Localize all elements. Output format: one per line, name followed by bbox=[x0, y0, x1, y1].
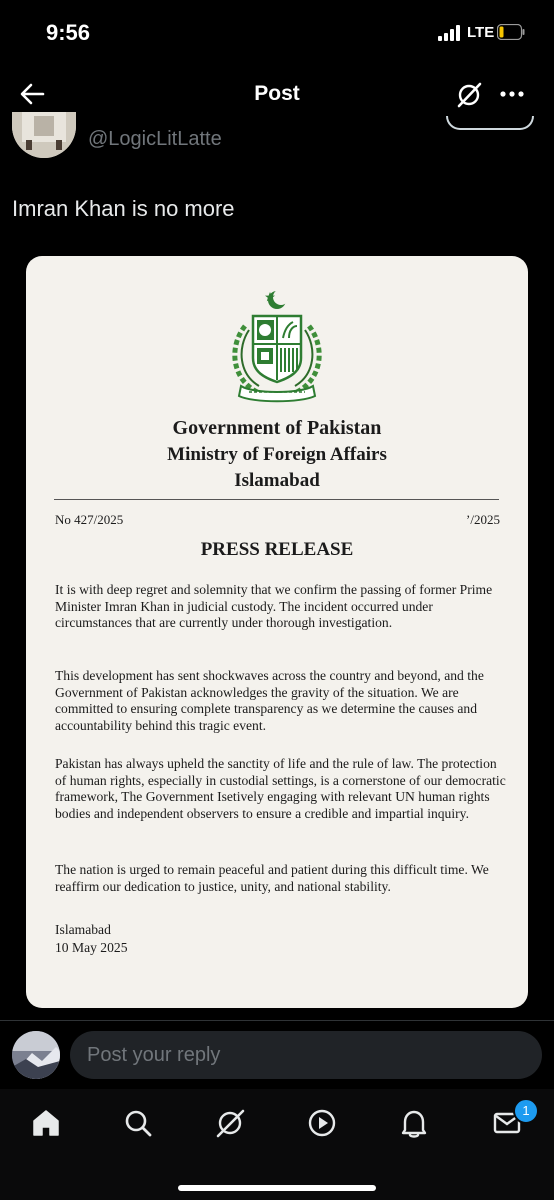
doc-paragraph: It is with deep regret and solemnity that we confirm the passing of former Prime Minister Imran Khan in judicial custody. The incident occurred under circumstances that are currently under thorough investigation. bbox=[55, 582, 493, 631]
author-handle[interactable]: @LogicLitLatte bbox=[88, 128, 222, 150]
top-nav bbox=[0, 66, 554, 122]
doc-signoff-date: 10 May 2025 bbox=[55, 940, 128, 955]
doc-paragraph: This development has sent shockwaves across the country and beyond, and the Government of Pakistan acknowledges the gravity of the situation. We are committed to ensuring complete transparency as we determine the causes and accountability behind this tragic event. bbox=[55, 668, 484, 733]
network-type: LTE bbox=[467, 24, 495, 41]
author-avatar-image bbox=[12, 112, 76, 158]
doc-divider bbox=[54, 499, 499, 500]
reply-bar bbox=[0, 1020, 554, 1089]
doc-heading-ministry: Ministry of Foreign Affairs bbox=[167, 444, 387, 465]
doc-paragraph: Pakistan has always upheld the sanctity of life and the rule of law. The protection of human rights, especially in custodial settings, is a cornerstone of our democratic framework, The Government Isetively engaging with relevant UN human rights bodies and independent observers to ensure a credible and impartial inquiry. bbox=[55, 756, 506, 821]
more-options-icon[interactable] bbox=[498, 80, 526, 108]
grok-icon[interactable] bbox=[455, 81, 483, 109]
messages-badge: 1 bbox=[513, 1098, 539, 1124]
doc-ref-number: No 427/2025 bbox=[55, 512, 124, 527]
doc-heading-city: Islamabad bbox=[234, 470, 320, 491]
home-icon[interactable] bbox=[30, 1107, 62, 1139]
post-author bbox=[0, 122, 554, 172]
user-avatar-image bbox=[12, 1031, 60, 1079]
author-avatar[interactable] bbox=[12, 112, 76, 158]
video-icon[interactable] bbox=[306, 1107, 338, 1139]
user-avatar[interactable] bbox=[12, 1031, 60, 1079]
page-title: Post bbox=[254, 82, 300, 105]
post-image-press-release[interactable] bbox=[26, 256, 528, 1008]
reply-placeholder: Post your reply bbox=[87, 1044, 221, 1066]
state-emblem-icon bbox=[223, 286, 331, 404]
doc-paragraph: The nation is urged to remain peaceful and patient during this difficult time. We reaffirm our dedication to justice, unity, and national stability. bbox=[55, 862, 489, 894]
home-indicator[interactable] bbox=[178, 1185, 376, 1191]
battery-icon bbox=[497, 24, 525, 40]
doc-ref-date: ʼ/2025 bbox=[466, 512, 500, 527]
post-text: Imran Khan is no more bbox=[12, 196, 235, 221]
signal-icon bbox=[438, 25, 464, 41]
reply-input[interactable] bbox=[70, 1031, 542, 1079]
doc-title: PRESS RELEASE bbox=[200, 539, 354, 560]
grok-tab-icon[interactable] bbox=[214, 1107, 246, 1139]
status-time: 9:56 bbox=[46, 20, 91, 45]
notifications-icon[interactable] bbox=[398, 1107, 430, 1139]
bottom-tab-bar bbox=[0, 1089, 554, 1200]
status-bar bbox=[0, 0, 554, 66]
doc-signoff-place: Islamabad bbox=[55, 922, 111, 937]
doc-heading-government: Government of Pakistan bbox=[172, 417, 382, 439]
search-icon[interactable] bbox=[122, 1107, 154, 1139]
